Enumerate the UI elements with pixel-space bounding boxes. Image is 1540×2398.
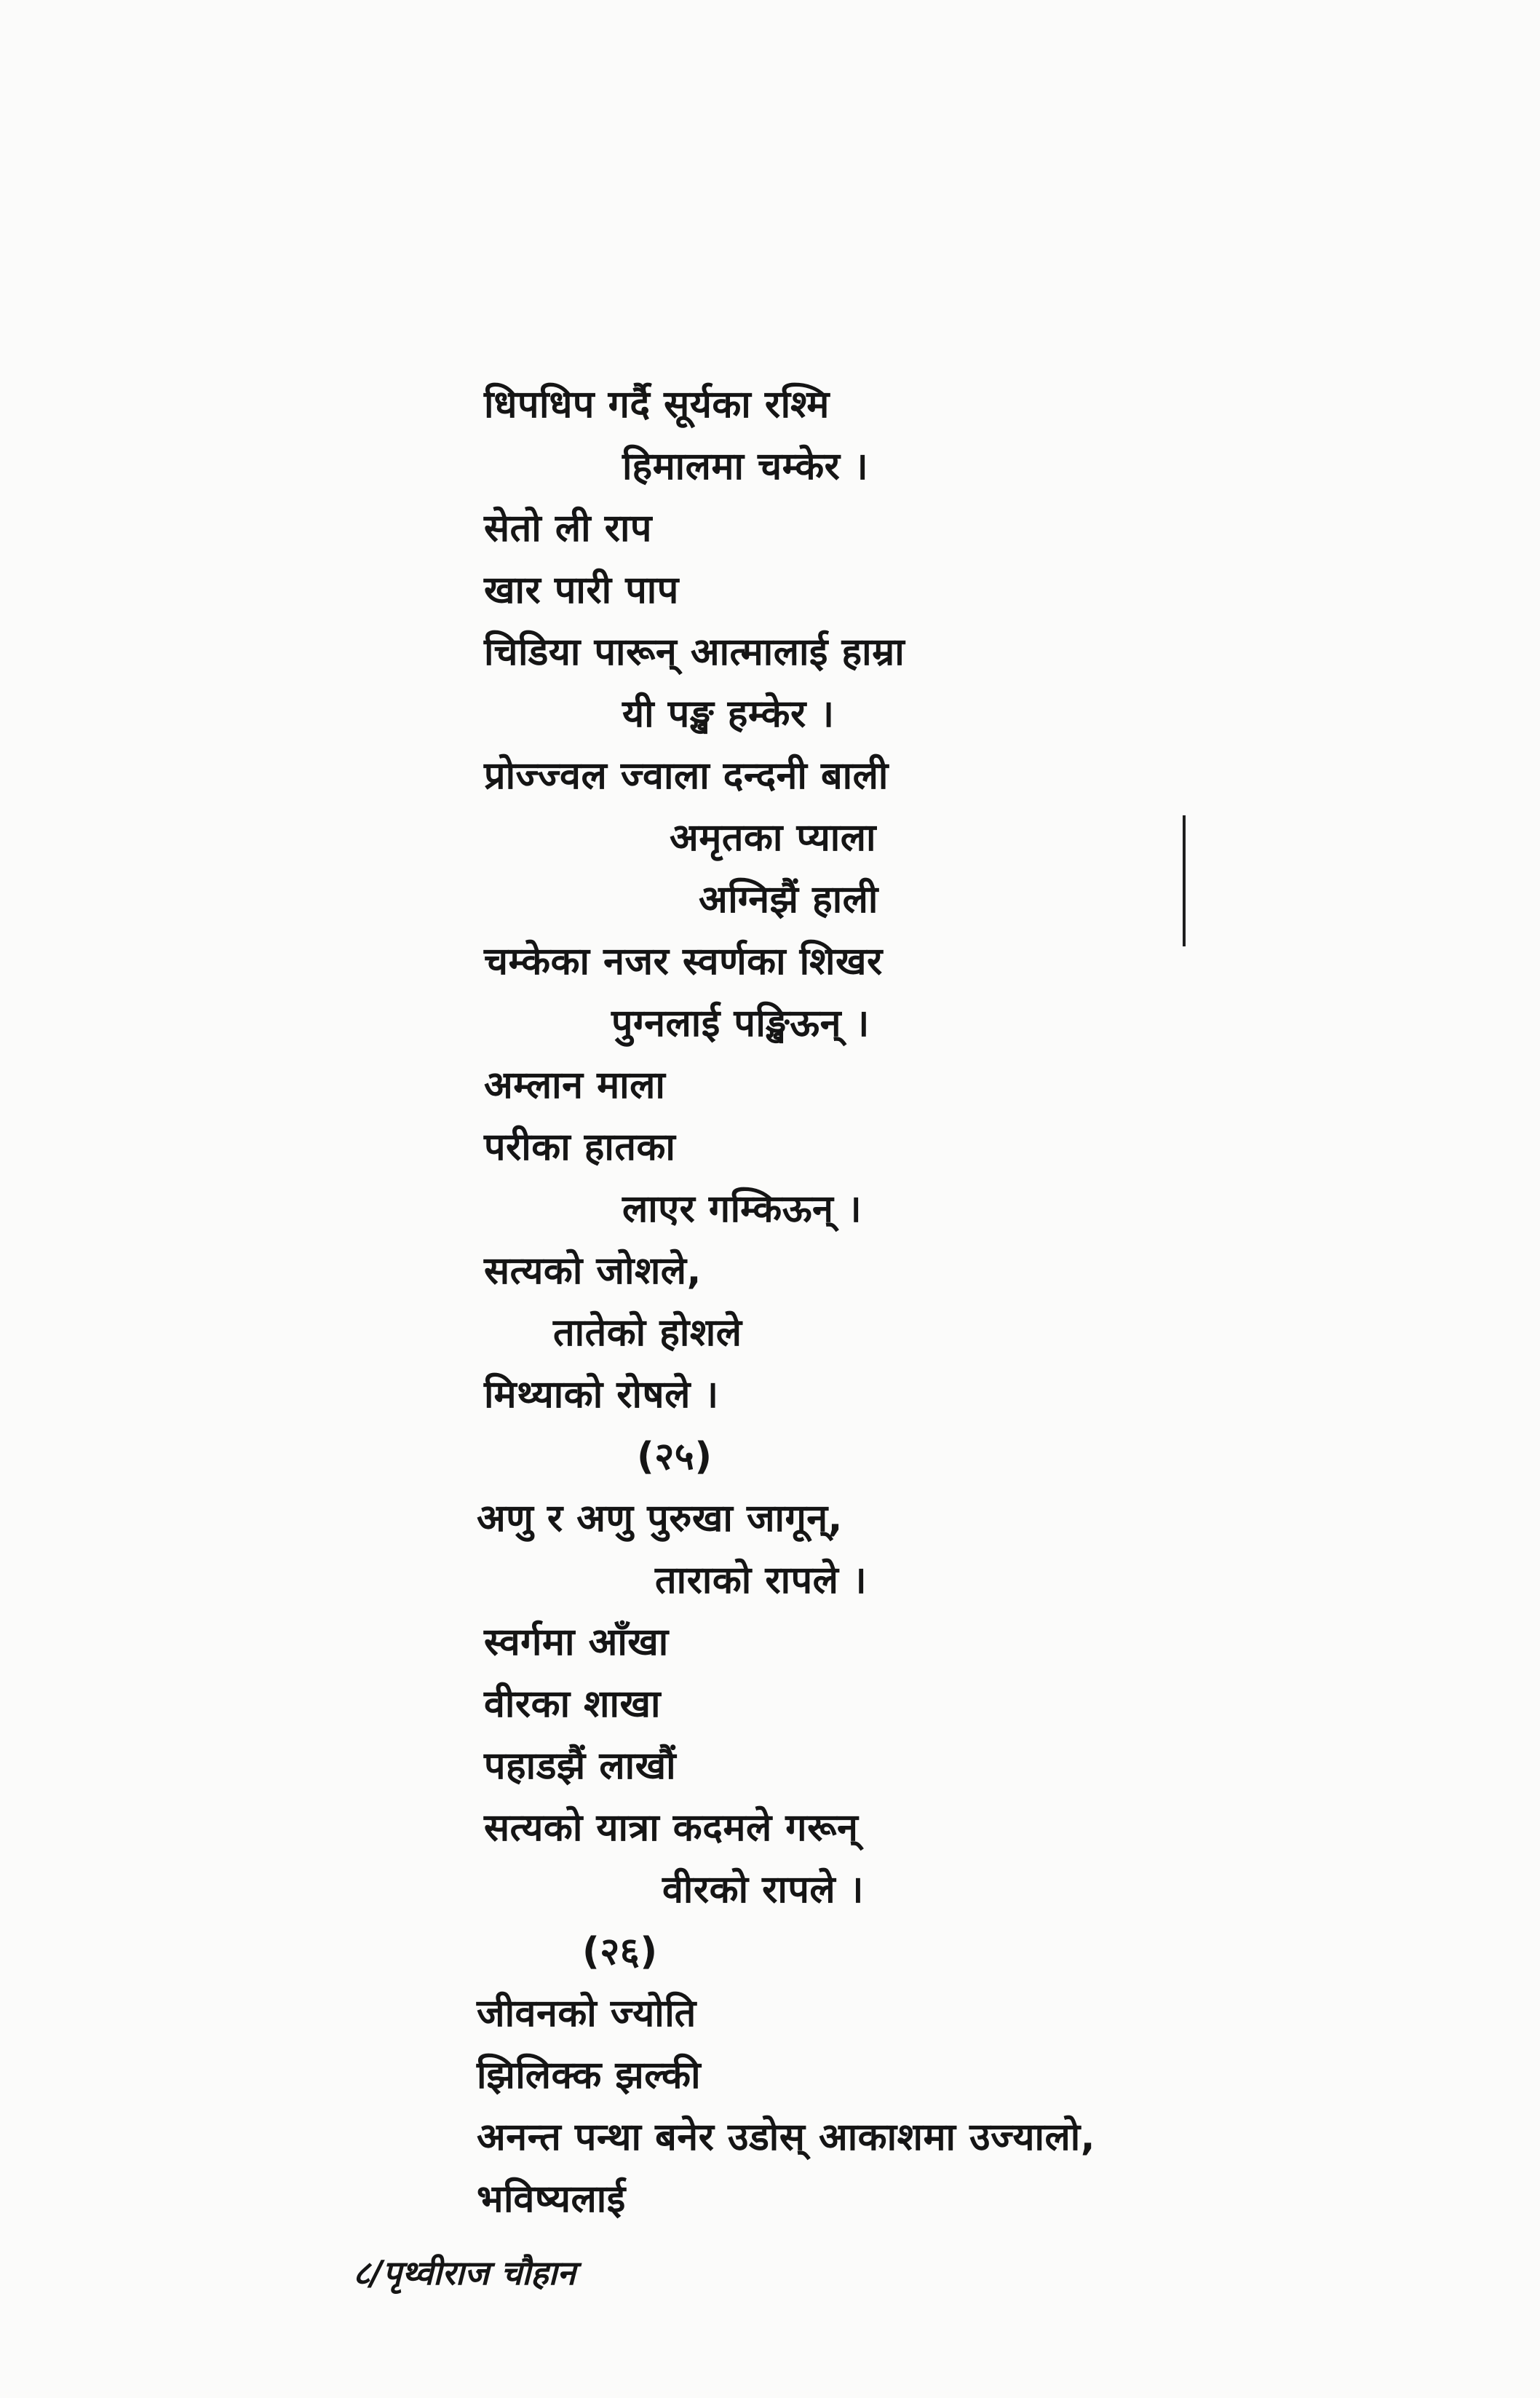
poem-line: अम्लान माला: [484, 1064, 666, 1107]
poem-line: पुग्नलाई पङ्खिऊन् ।: [611, 1002, 870, 1045]
poem-line: वीरको रापले ।: [662, 1868, 864, 1912]
poem-line: भविष्यलाई: [477, 2177, 626, 2221]
poem-line: हिमालमा चम्केर ।: [622, 445, 869, 488]
poem-line: यी पङ्ख हम्केर ।: [622, 692, 835, 736]
poem-line: चिडिया पारून् आत्मालाई हाम्रा: [484, 630, 905, 674]
poem-line: सत्यको यात्रा कदमले गरून्: [484, 1806, 859, 1850]
poem-line: सेतो ली राप: [484, 507, 652, 550]
poem-line: लाएर गम्किऊन् ।: [622, 1187, 862, 1231]
poem-line: झिलिक्क झल्की: [477, 2054, 702, 2097]
poem-line: अणु र अणु पुरुखा जागून्,: [477, 1497, 843, 1540]
poem-line: अग्निझैं हाली: [699, 878, 878, 922]
poem-line: सत्यको जोशले,: [484, 1249, 702, 1293]
poem-line: तातेको होशले: [553, 1311, 742, 1355]
poem-line: स्वर्गमा आँखा: [484, 1621, 669, 1664]
poem-line: वीरका शाखा: [484, 1682, 661, 1726]
poem-line: अमृतका प्याला: [670, 816, 876, 860]
poem-line: प्रोज्ज्वल ज्वाला दन्दनी बाली: [484, 754, 889, 798]
stanza-number: (२६): [582, 1930, 658, 1974]
stanza-number: (२५): [637, 1435, 713, 1479]
poem-line: खार पारी पाप: [484, 569, 679, 612]
poem-line: धिपधिप गर्दै सूर्यका रश्मि: [484, 383, 830, 427]
poem-line: मिथ्याको रोषले ।: [484, 1373, 719, 1417]
poem-line: जीवनको ज्योति: [477, 1992, 696, 2035]
page-footer: ८/पृथ्वीराज चौहान: [353, 2253, 576, 2292]
poem-line: परीका हातका: [484, 1125, 676, 1169]
poem-line: पहाडझैं लाखौं: [484, 1744, 677, 1788]
poem-line: अनन्त पन्था बनेर उडोस् आकाशमा उज्यालो,: [477, 2116, 1095, 2159]
poem-line: चम्केका नजर स्वर्णका शिखर: [484, 940, 883, 984]
margin-rule: [1183, 815, 1186, 946]
poem-line: ताराको रापले ।: [655, 1559, 868, 1602]
